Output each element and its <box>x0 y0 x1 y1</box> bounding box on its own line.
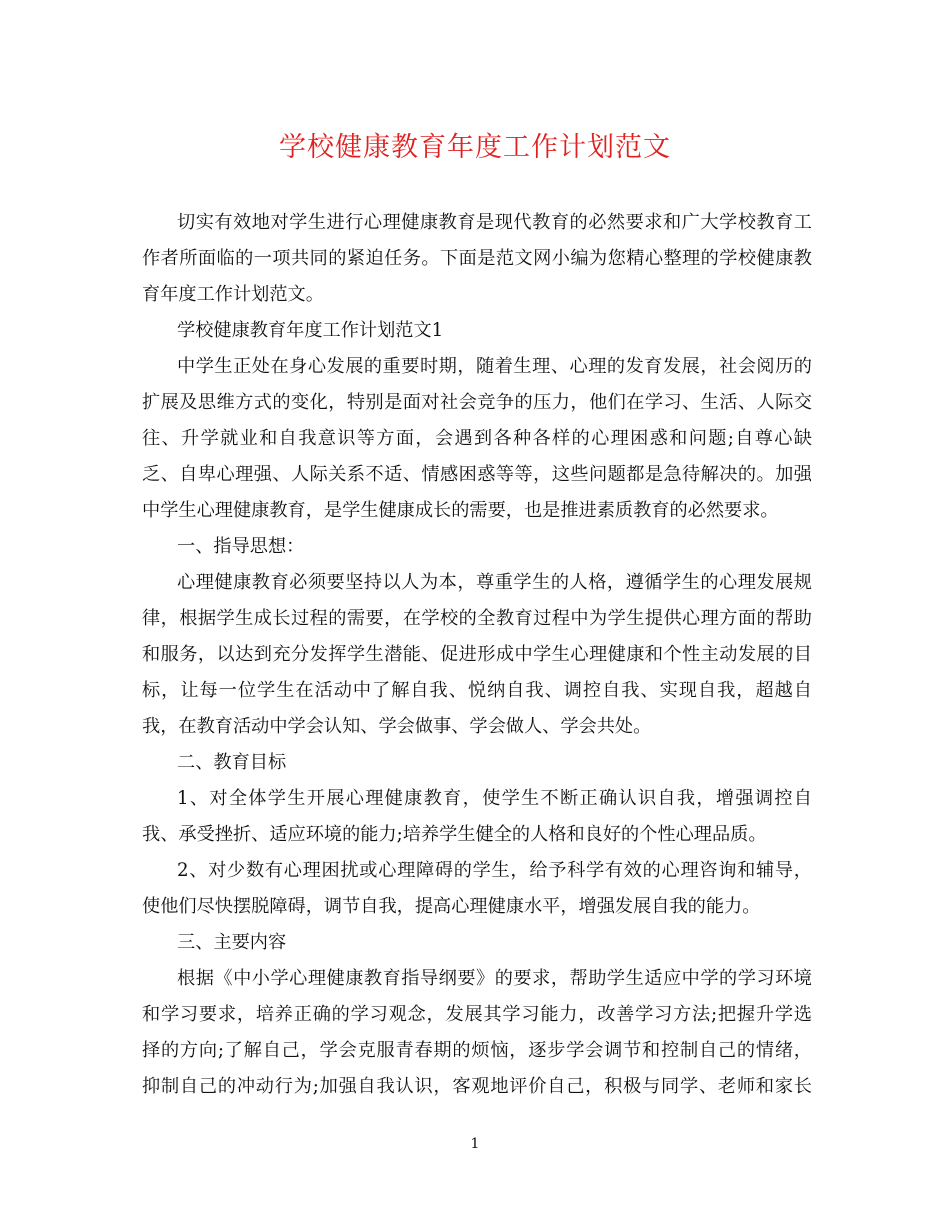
paragraph-line: 乏、自卑心理强、人际关系不适、情感困惑等等，这些问题都是急待解决的。加强 <box>142 464 812 485</box>
paragraph-line: 育年度工作计划范文。 <box>142 284 324 305</box>
paragraph-line: 我，在教育活动中学会认知、学会做事、学会做人、学会共处。 <box>142 716 652 737</box>
paragraph-line: 标，让每一位学生在活动中了解自我、悦纳自我、调控自我、实现自我，超越自 <box>142 680 812 701</box>
paragraph-line: 律，根据学生成长过程的需要，在学校的全教育过程中为学生提供心理方面的帮助 <box>142 608 812 629</box>
paragraph-line: 作者所面临的一项共同的紧迫任务。下面是范文网小编为您精心整理的学校健康教 <box>142 248 812 269</box>
paragraph-line: 根据《中小学心理健康教育指导纲要》的要求，帮助学生适应中学的学习环境 <box>177 968 812 989</box>
paragraph-line: 二、教育目标 <box>177 752 287 773</box>
paragraph-line: 抑制自己的冲动行为;加强自我认识，客观地评价自己，积极与同学、老师和家长 <box>142 1076 812 1097</box>
paragraph-line: 切实有效地对学生进行心理健康教育是现代教育的必然要求和广大学校教育工 <box>177 212 812 233</box>
paragraph-line: 中学生心理健康教育，是学生健康成长的需要，也是推进素质教育的必然要求。 <box>142 500 779 521</box>
document-body <box>142 205 812 1105</box>
paragraph-line: 1、对全体学生开展心理健康教育，使学生不断正确认识自我，增强调控自 <box>177 788 812 809</box>
paragraph-line: 扩展及思维方式的变化，特别是面对社会竞争的压力，他们在学习、生活、人际交 <box>142 392 812 413</box>
document-title: 学校健康教育年度工作计划范文 <box>279 132 671 163</box>
paragraph-line: 和服务，以达到充分发挥学生潜能、促进形成中学生心理健康和个性主动发展的目 <box>142 644 812 665</box>
paragraph-line: 我、承受挫折、适应环境的能力;培养学生健全的人格和良好的个性心理品质。 <box>142 824 767 845</box>
paragraph-line: 学校健康教育年度工作计划范文1 <box>177 320 444 341</box>
paragraph-line: 使他们尽快摆脱障碍，调节自我，提高心理健康水平，增强发展自我的能力。 <box>142 896 761 917</box>
paragraph-line: 和学习要求，培养正确的学习观念，发展其学习能力，改善学习方法;把握升学选 <box>142 1004 812 1025</box>
paragraph-line: 三、主要内容 <box>177 932 287 953</box>
paragraph-line: 中学生正处在身心发展的重要时期，随着生理、心理的发育发展，社会阅历的 <box>177 356 812 377</box>
paragraph-line: 择的方向;了解自己，学会克服青春期的烦恼，逐步学会调节和控制自己的情绪， <box>142 1040 812 1061</box>
paragraph-line: 2、对少数有心理困扰或心理障碍的学生，给予科学有效的心理咨询和辅导， <box>177 860 812 881</box>
paragraph-line: 一、指导思想： <box>177 536 305 557</box>
paragraph-line: 心理健康教育必须要坚持以人为本，尊重学生的人格，遵循学生的心理发展规 <box>177 572 812 593</box>
page-number: 1 <box>470 1136 480 1152</box>
paragraph-line: 往、升学就业和自我意识等方面，会遇到各种各样的心理困惑和问题;自尊心缺 <box>142 428 812 449</box>
